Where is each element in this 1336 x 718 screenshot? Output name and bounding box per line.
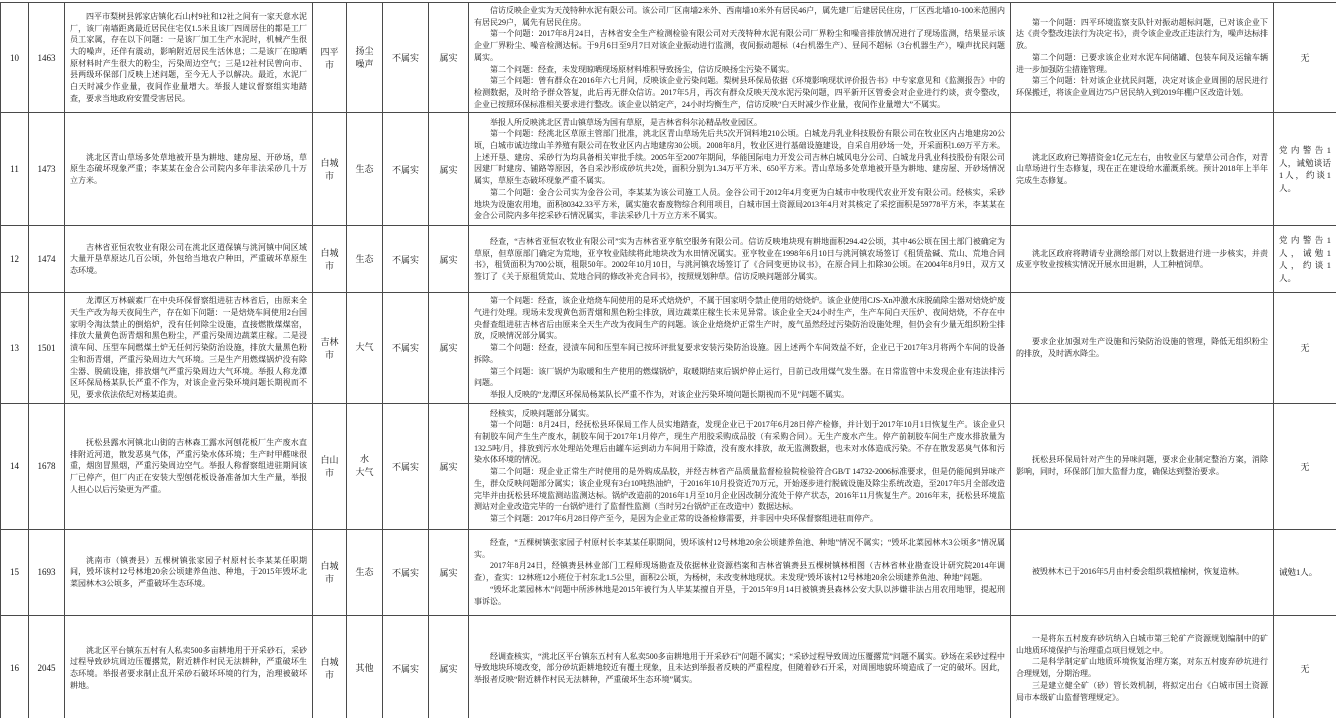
table-row: [1, 293, 1336, 403]
handling-text-paragraph: 三是建立健全矿（砂）管长效机制，将拟定出台《白城市国土资源局市本级矿山监督管理规定》。: [1016, 680, 1268, 702]
handling-text-paragraph: 一是将东五村废弃砂坑纳入白城市第三轮矿产资源规划编制中的矿山地质环境保护与治理重点项目规划之中。: [1016, 634, 1268, 655]
category-cell: [347, 113, 383, 226]
verification-text-paragraph: 第二个问题：金合公司实为金谷公司，李某某为该公司施工人员。金谷公司于2012年4月变更为白城市中牧现代农业开发有限公司。经核实，采砂地块为设施农用地，面积80342.33平方米，属实施农畜废物综合利用项目，白城市国土资源局2013年4月对其核定了采挖面积是59778平方米，李某某在金合公司院内多年挖采砂石情况属实，非法采砂几十万立方米不属实。: [474, 187, 1005, 221]
category-cell-line: 生态: [355, 163, 374, 174]
accountability-cell: 党内警告1人，诫勉1人，约谈1人。: [1274, 226, 1336, 293]
accountability-cell: 无: [1274, 293, 1336, 403]
verification-text-paragraph: 经核实，反映问题部分属实。: [490, 408, 594, 418]
accountability-cell: 诫勉1人。: [1274, 529, 1336, 615]
complaint-text-paragraph: 龙潭区万林碳素厂在中央环保督察组进驻吉林省后，由原来全天生产改为每天夜间生产，存在如下问题：一是焙烧车间使用2台国家明令淘汰禁止的倒焰炉，没有任何除尘设施，直接燃散煤煤窑，排放大量黄色沥青烟和黑色粉尘，严重污染周边蔬菜庄稼。二是浸渍车间、压型车间燃煤土炉无任何污染防治设施，排放大量黑色粉尘和沥青烟，严重污染周边大气环境。三是生产用燃煤锅炉没有除尘器、脱硫设施，排放烟气严重污染周边大气环境。举报人称龙潭区环保局杨某队长严重不作为，对该企业污染环境问题长期视而不见，要求依法依纪对杨某追责。: [70, 296, 307, 399]
city-cell: 吉林市: [313, 293, 347, 403]
complaint-text: [65, 615, 313, 718]
category-cell-line: 生态: [355, 566, 374, 577]
verification-text: [469, 615, 1011, 718]
verification-text-paragraph: 第二个问题：现企业正常生产时使用的是外购成品胶，并经吉林省产品质量监督检验院检验符合GB/T 14732-2006标准要求，但是仍能闻到异味产生，群众反映问题部分属实；该企业现有3台10吨热油炉，于2016年10月投资近70万元，开始逐步进行脱硫设施及除尘系统改造，至2017年5月全部改造完毕并由抚松县环境监测站监测达标。锅炉改造前的2016年1月至10月企业因改制分流处于停产状态，2016年11月恢复生产。2016年末，抚松县环境监测站对企业改造完毕的一台锅炉进行了监督性监测（当时另2台锅炉正在改造中）数据达标。: [474, 467, 1005, 512]
category-cell: [347, 3, 383, 113]
complaint-text: [65, 293, 313, 403]
complaint-text-paragraph: 吉林省亚恒农牧业有限公司在洮北区道保镇与洮河镇中间区域大量开垦草原达几百公顷，外包给当地农户种田，严重破坏草原生态环境。: [70, 242, 307, 276]
verdict-true-cell: 属实: [429, 293, 469, 403]
verification-text-paragraph: 举报人所反映洮北区青山镇草场为国有草原，是吉林省科尔沁精品牧业园区。: [490, 117, 762, 127]
verification-text: [469, 293, 1011, 403]
table-row: [1, 529, 1336, 615]
handling-text: [1011, 113, 1274, 226]
complaint-id-cell: 1693: [29, 529, 65, 615]
verdict-false-cell: 不属实: [383, 293, 429, 403]
verification-text: [469, 3, 1011, 113]
accountability-cell: 无: [1274, 615, 1336, 718]
complaint-text-paragraph: 抚松县露水河镇北山街的吉林森工露水河刨花板厂生产废水直排附近河道，散发恶臭气体，严重污染水体环境；生产时甲醛味很重，烟囱冒黑烟，严重污染周边空气。举报人称督察组进驻期间该厂已停产，但厂内正在安装大型刨花板设备准备加大生产量，举报人担心以后污染更为严重。: [70, 437, 307, 494]
verification-text: [469, 226, 1011, 293]
category-cell: [347, 293, 383, 403]
category-cell-line: 大气: [355, 467, 374, 478]
complaint-id-cell: 1473: [29, 113, 65, 226]
table-row: [1, 615, 1336, 718]
verification-text-paragraph: 2017年8月24日，经镇赉县林业部门工程师现场勘查及依据林业资源档案和吉林省镇赉县五棵树镇林相图（吉林省林业勘查设计研究院2014年调查），查实：12林班12小班位于村东北1.5公里，面积2公顷，为杨树，未改变林地现状。未发现“毁坏该村12号林地20余公顷建养鱼池、种地”问题。: [474, 561, 1005, 583]
verification-text-paragraph: 举报人反映的“龙潭区环保局杨某队长严重不作为，对该企业污染环境问题长期视而不见”问题不属实。: [490, 389, 850, 399]
table-row: [1, 403, 1336, 529]
verification-text-paragraph: 经查，“吉林省亚恒农牧业有限公司”实为吉林省亚亨航空服务有限公司。信访反映地块现有耕地面积294.42公顷，其中46公顷在国土部门被确定为草原，但草原部门确定为荒地，亚亨牧业陆续将此地块改为水田情况属实。亚亨牧业在1998年6月10日与洮河镇农场签订《租赁盐碱、荒山、荒地合同书》，租赁面积为700公顷，租限50年。2002年10月10日，与洮河镇农场签订了《合同变更协议书》，在原合同上扣除30公顷。在2004年8月9日，双方又签订了《关于原租赁荒山、荒地合同的修改补充合同书》，按照规划种草。信访反映问题部分属实。: [474, 236, 1005, 282]
city-cell: 四平市: [313, 3, 347, 113]
verification-text-paragraph: 第二个问题：经查，未发现晾晒现场原材料堆积导致扬尘，信访反映扬尘污染不属实。: [490, 64, 794, 74]
accountability-cell: 无: [1274, 403, 1336, 529]
complaint-text: [65, 226, 313, 293]
handling-text-paragraph: 洮北区政府将聘请专业测绘部门对以上数据进行进一步核实，并责成亚亨牧业按核实情况开展水田退耕，人工种植饲草。: [1016, 248, 1268, 270]
verdict-true-cell: 属实: [429, 615, 469, 718]
verdict-false-cell: 不属实: [383, 3, 429, 113]
verification-text-paragraph: 第三个问题：曾有群众在2016年六七月间，反映该企业污染问题。梨树县环保局依据《环境影响现状评价报告书》中专家意见和《监测报告》中的检测数据，及时给予群众答复，此后再无群众信访。2017年5月，再次有群众反映天茂水泥污染问题，四平新开区管委会对企业进行约谈，责令整改，企业已按照环保标准相关要求进行整改。该企业以销定产，24小时均衡生产，信访反映“白天时减少作业量，夜间作业量增大”不属实。: [474, 76, 1005, 109]
city-cell: 白城市: [313, 615, 347, 718]
complaint-text: [65, 403, 313, 529]
handling-text: [1011, 3, 1274, 113]
handling-text-paragraph: 二是科学制定矿山地质环境恢复治理方案，对东五村废弃砂坑进行合理规划，分期治理。: [1016, 657, 1268, 679]
row-number-cell: 13: [1, 293, 29, 403]
table-row: [1, 226, 1336, 293]
verification-text: [469, 113, 1011, 226]
handling-text-paragraph: 被毁林木已于2016年5月由村委会组织栽植榆树，恢复造林。: [1032, 567, 1244, 577]
accountability-cell: 党内警告1人，诫勉谈话1人，约谈1人。: [1274, 113, 1336, 226]
verdict-false-cell: 不属实: [383, 403, 429, 529]
verification-text-paragraph: “毁坏北菜园林木”问题中所涉林地是2015年被行为人毕某某擅自开垦，于2015年9月14日被镇赉县森林公安大队以涉嫌非法占用农用地罪，提起刑事诉讼。: [474, 584, 1005, 606]
category-cell-line: 大气: [355, 342, 374, 353]
verification-text-paragraph: 经调查核实，“洮北区平台镇东五村有人私卖500多亩耕地用于开采砂石”问题不属实；“采砂过程导致周边压覆撂荒”问题不属实。砂场在采砂过程中导致地块环境改变，部分砂坑距耕地较近有覆土现象，且未达到举报者反映的严重程度，但随着砂石开采，对周围地貌环境造成了一定的破坏。因此，举报者反映“附近耕作村民无法耕种，严重破坏生态环境”属实。: [474, 651, 1005, 684]
complaint-id-cell: 1678: [29, 403, 65, 529]
category-cell: [347, 226, 383, 293]
accountability-cell: 无: [1274, 3, 1336, 113]
verification-text-paragraph: 经查，“五棵树镇张家园子村原村长李某某任职期间，毁坏该村12号林地20余公顷建养鱼池、种地”情况不属实；“毁坏北菜园林木3公顷多”情况属实。: [474, 538, 1005, 559]
row-number-cell: 11: [1, 113, 29, 226]
handling-text-paragraph: 抚松县环保局针对产生的异味问题，要求企业制定整治方案，消除影响，同时，环保部门加大监督力度，确保达到整治要求。: [1016, 455, 1268, 477]
verdict-true-cell: 属实: [429, 3, 469, 113]
handling-text-paragraph: 要求企业加强对生产设施和污染防治设施的管理，降低无组织粉尘的排放，及时洒水降尘。: [1016, 337, 1268, 358]
city-cell: 白城市: [313, 226, 347, 293]
row-number-cell: 10: [1, 3, 29, 113]
verification-text-paragraph: 第三个问题：该厂锅炉为取暖和生产使用的燃煤锅炉，取暖期结束后锅炉停止运行，目前已改用煤气发生器。在日常监管中未发现企业有违法排污问题。: [474, 366, 1005, 388]
category-cell: [347, 403, 383, 529]
verification-text: [469, 529, 1011, 615]
verification-text-paragraph: 第一个问题：2017年8月24日，吉林省安全生产检测检验有限公司对天茂特种水泥有限公司厂界粉尘和噪音排放情况进行了现场监测，结果显示该企业厂界粉尘、噪音检测达标。于9月6日至9月7日对该企业振动进行监测，夜间振动超标（4台机器生产）、昼间不超标（3台机器生产），噪声扰民问题属实。: [474, 29, 1005, 62]
verdict-true-cell: 属实: [429, 113, 469, 226]
category-cell-line: 扬尘: [355, 45, 374, 56]
handling-text: [1011, 615, 1274, 718]
complaint-text-paragraph: 洮北区青山草场多处草地被开垦为耕地、建房屋、开砂场，草原生态破坏现象严重；李某某在金合公司院内多年非法采砂几十万立方米。: [70, 152, 307, 186]
complaint-text: [65, 3, 313, 113]
verification-text-paragraph: 第一个问题：经查，该企业焙烧车间使用的是环式焙烧炉，不属于国家明令禁止使用的焙烧炉。该企业使用CJS-Xn冲激水床脱硫除尘器对焙烧炉废气进行处理。现场未发现黄色沥青烟和黑色粉尘排放，周边蔬菜庄稼生长未见异常。该企业全天24小时生产，生产车间白天压炉、夜间焙烧，不存在中央督查组进驻吉林省后由原来全天生产改为夜间生产的问题。该企业焙烧炉正常生产时，废气虽然经过污染防治设施处理，但仍会有少量无组织粉尘排放，反映情况部分属实。: [474, 296, 1005, 341]
verification-text-paragraph: 第二个问题：经查，浸渍车间和压型车间已按环评批复要求安装污染防治设施。因上述两个车间效益不好，企业已于2017年3月将两个车间的设备拆除。: [474, 343, 1005, 364]
report-table-body: [1, 3, 1336, 718]
complaint-id-cell: 1474: [29, 226, 65, 293]
verification-text-paragraph: 第三个问题：2017年6月28日停产至今，是因为企业正常的设备检修需要，并非因中央环保督察组进驻而停产。: [490, 513, 878, 523]
verdict-true-cell: 属实: [429, 226, 469, 293]
complaint-text-paragraph: 洮南市（镇赉县）五棵树镇张家园子村原村长李某某任职期间，毁坏该村12号林地20余公顷建养鱼池、种地，于2015年毁坏北菜园林木3公顷多，严重破坏生态环境。: [70, 555, 307, 588]
row-number-cell: 16: [1, 615, 29, 718]
category-cell: [347, 529, 383, 615]
row-number-cell: 14: [1, 403, 29, 529]
category-cell-line: 生态: [355, 253, 374, 264]
verdict-false-cell: 不属实: [383, 529, 429, 615]
row-number-cell: 12: [1, 226, 29, 293]
complaint-text-paragraph: 四平市梨树县郭家店镇化石山村9社和12社之间有一家天意水泥厂，该厂南墙距离最近居民住宅仅1.5米且该厂四周居住的都是工厂员工家属，存在以下问题：一是该厂加工生产水泥时，机械产生很大的噪声，还伴有震动，影响附近居民生活休息；二是该厂在晾晒原材料时产生很大的粉尘，污染周边空气；三是12社村民曾向市、县两级环保部门反映上述问题，至今无人予以解决。最近，水泥厂白天时减少作业量，夜间作业量增大。举报人建议督察组实地踏查，要求当地政府安置受害居民。: [70, 11, 307, 103]
handling-text-paragraph: 第一个问题：四平环境监察支队针对振动超标问题，已对该企业下达《责令整改违法行为决定书》，责令该企业改正违法行为，噪声达标排放。: [1016, 17, 1268, 51]
complaint-id-cell: 1463: [29, 3, 65, 113]
verification-text: [469, 403, 1011, 529]
complaint-id-cell: 2045: [29, 615, 65, 718]
handling-text-paragraph: 第三个问题：针对该企业扰民问题，决定对该企业周围的居民进行环保搬迁，将该企业周边75户居民纳入到2019年棚户区改造计划。: [1016, 76, 1268, 97]
verdict-false-cell: 不属实: [383, 226, 429, 293]
verification-text-paragraph: 第一个问题：8月24日，经抚松县环保局工作人员实地踏查，发现企业已于2017年6月28日停产检修，并计划于2017年10月1日恢复生产。该企业只有制胶车间产生生产废水，制胶车间于2017年1月停产，现生产用胶采购成品胶（有采购合同）。无生产废水产生。停产前制胶车间生产废水排放量为132.5吨/月，排放到污水处理站处理后由罐车运到动力车间用于除渣，没有废水排放，故无监测数据，也未对水体造成污染。不存在散发恶臭气体和污染水体环境的情况。: [474, 420, 1005, 465]
handling-text: [1011, 293, 1274, 403]
complaint-text: [65, 113, 313, 226]
handling-text: [1011, 226, 1274, 293]
verdict-false-cell: 不属实: [383, 113, 429, 226]
city-cell: 白城市: [313, 529, 347, 615]
inspection-report-table: [0, 2, 1336, 718]
verdict-true-cell: 属实: [429, 403, 469, 529]
handling-text-paragraph: 洮北区政府已筹措资金1亿元左右，由牧业区与蒙草公司合作，对青山草场进行生态修复，现在正在建设给水灌溉系统。预计2018年上半年完成生态修复。: [1016, 152, 1268, 186]
handling-text-paragraph: 第二个问题：已要求该企业对水泥车间储罐、包装车间及运输车辆进一步加强防尘措施管理。: [1016, 52, 1268, 74]
category-cell: [347, 615, 383, 718]
table-row: [1, 113, 1336, 226]
category-cell-line: 其他: [355, 662, 374, 673]
verification-text-paragraph: 第一个问题：经洮北区草原主管部门批准，洮北区青山草场先后共5次开饲料地210公顷。白城龙丹乳业科技股份有限公司在牧业区内占地建房20公顷，白城市诚边缘山羊养殖有限公司在牧业区内占地建房30公顷。2008年8月，牧业区进行基础设施建设，自采自用砂场一处，开采面积1.69万平方米。上述开垦、建房、采砂行为均具备相关审批手续。2005年至2007年期间，华能国际电力开发公司吉林白城风电分公司、白城龙丹乳业科技股份有限公司因建厂时建房、铺路等原因，各自采沙形成砂坑共2处，面积分别为1.34万平方米、650平方米。青山草场多处草地被开垦为耕地、建房屋、开砂场情况属实，草原生态破坏现象严重不属实。: [474, 129, 1005, 186]
complaint-id-cell: 1501: [29, 293, 65, 403]
category-cell-line: 水: [359, 454, 369, 465]
verdict-false-cell: 不属实: [383, 615, 429, 718]
handling-text: [1011, 403, 1274, 529]
city-cell: 白城市: [313, 113, 347, 226]
complaint-text: [65, 529, 313, 615]
handling-text: [1011, 529, 1274, 615]
verification-text-paragraph: 信访反映企业实为天茂特种水泥有限公司。该公司厂区南墙2米外、西南墙10米外有居民46户，属先建厂后建居民住房，厂区西北墙10-100米范围内有居民29户，属先有居民住房。: [474, 6, 1005, 27]
complaint-text-paragraph: 洮北区平台镇东五村有人私卖500多亩耕地用于开采砂石，采砂过程导致砂坑周边压覆撂荒，附近耕作村民无法耕种，严重破坏生态环境。举报者要求制止乱开采砂石破坏环境的行为，治理被破坏耕地。: [70, 645, 307, 690]
city-cell: 白山市: [313, 403, 347, 529]
row-number-cell: 15: [1, 529, 29, 615]
verdict-true-cell: 属实: [429, 529, 469, 615]
table-row: [1, 3, 1336, 113]
category-cell-line: 噪声: [355, 58, 374, 69]
